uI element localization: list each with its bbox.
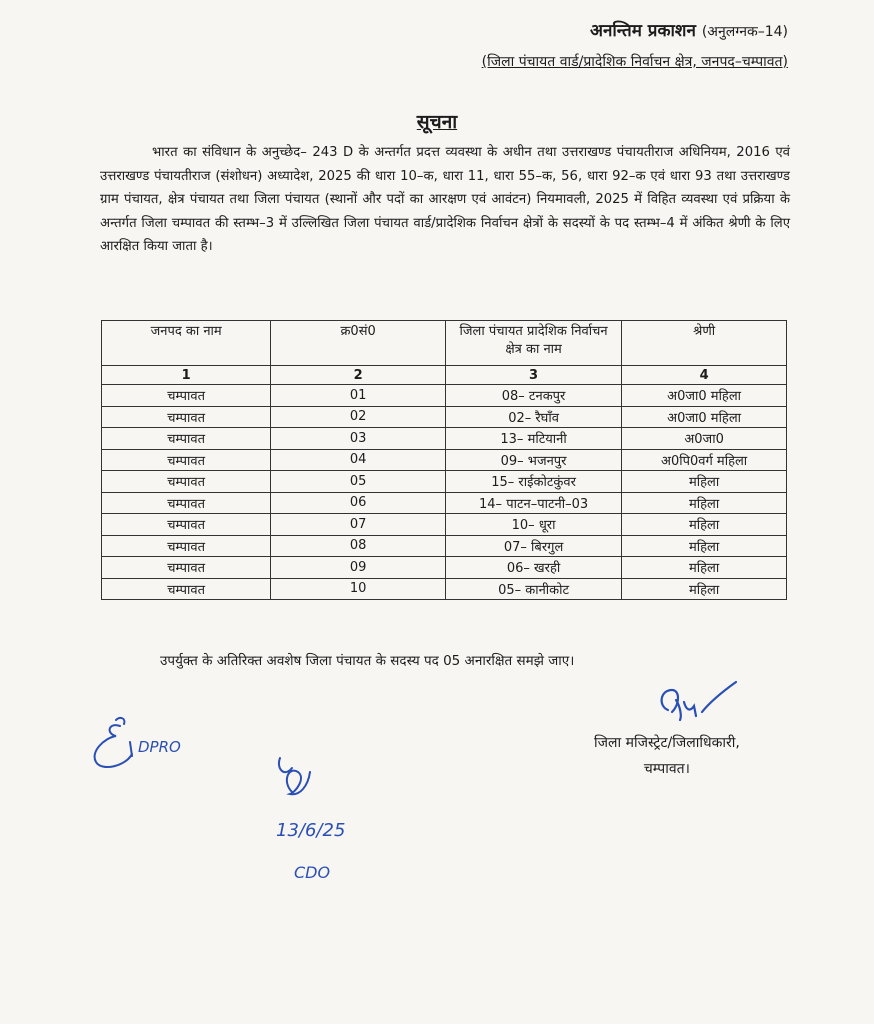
column-number-row: [102, 366, 787, 385]
cell-category: महिला: [622, 471, 787, 493]
header-district: जनपद का नाम: [102, 321, 271, 366]
col-number: 1: [102, 366, 271, 385]
cell-sno: 02: [271, 406, 446, 428]
cell-area: 06– खरही: [445, 557, 621, 579]
header-category: श्रेणी: [622, 321, 787, 366]
cell-district: चम्पावत: [102, 535, 271, 557]
cell-sno: 10: [271, 578, 446, 600]
cell-category: महिला: [622, 514, 787, 536]
cell-category: अ0जा0 महिला: [622, 406, 787, 428]
handwritten-date-note: [272, 752, 372, 890]
header-subtitle: (जिला पंचायत वार्ड/प्रादेशिक निर्वाचन क्षेत्र, जनपद–चम्पावत): [481, 54, 788, 70]
table-row: [102, 449, 787, 471]
cell-area: 07– बिरगुल: [445, 535, 621, 557]
cell-district: चम्पावत: [102, 406, 271, 428]
cell-district: चम्पावत: [102, 514, 271, 536]
date-text: 13/6/25: [276, 820, 346, 841]
cdo-text: CDO: [294, 863, 331, 882]
cell-sno: 09: [271, 557, 446, 579]
cell-sno: 03: [271, 428, 446, 450]
table-row: [102, 471, 787, 493]
cell-sno: 05: [271, 471, 446, 493]
notice-heading: सूचना: [416, 111, 458, 133]
cell-sno: 08: [271, 535, 446, 557]
cell-sno: 01: [271, 385, 446, 407]
table-row: [102, 385, 787, 407]
cell-area: 15– राईकोटकुंवर: [445, 471, 621, 493]
cell-category: महिला: [622, 492, 787, 514]
table-row: [102, 557, 787, 579]
cell-district: चम्पावत: [102, 385, 271, 407]
signatory-block: [594, 730, 740, 782]
cell-district: चम्पावत: [102, 471, 271, 493]
table-row: [102, 514, 787, 536]
notice-body: [100, 141, 790, 259]
cell-district: चम्पावत: [102, 557, 271, 579]
table-header-row: [102, 321, 787, 366]
table-row: [102, 535, 787, 557]
table-row: [102, 492, 787, 514]
header-sno: क्र0सं0: [271, 321, 446, 366]
cell-district: चम्पावत: [102, 578, 271, 600]
col-number: 3: [445, 366, 621, 385]
header-title: अनन्तिम प्रकाशन: [589, 21, 696, 41]
cell-sno: 04: [271, 449, 446, 471]
cell-area: 09– भजनपुर: [445, 449, 621, 471]
cell-area: 08– टनकपुर: [445, 385, 621, 407]
cell-sno: 07: [271, 514, 446, 536]
cell-area: 13– मटियानी: [445, 428, 621, 450]
document-header: [590, 18, 788, 41]
col-number: 4: [622, 366, 787, 385]
dpro-text: DPRO: [138, 738, 181, 756]
cell-category: अ0जा0: [622, 428, 787, 450]
cell-category: अ0जा0 महिला: [622, 385, 787, 407]
cell-area: 05– कानीकोट: [445, 578, 621, 600]
table-row: [102, 578, 787, 600]
cell-category: अ0पि0वर्ग महिला: [622, 449, 787, 471]
signatory-designation: जिला मजिस्ट्रेट/जिलाधिकारी,: [594, 735, 740, 751]
cell-area: 10– धूरा: [445, 514, 621, 536]
cell-category: महिला: [622, 578, 787, 600]
unreserved-note: उपर्युक्त के अतिरिक्त अवशेष जिला पंचायत के सदस्य पद 05 अनारक्षित समझे जाए।: [160, 653, 575, 669]
cell-category: महिला: [622, 535, 787, 557]
header-annex: (अनुलग्नक–14): [701, 24, 788, 40]
cell-category: महिला: [622, 557, 787, 579]
cell-sno: 06: [271, 492, 446, 514]
signatory-place: चम्पावत।: [643, 761, 690, 777]
col-number: 2: [271, 366, 446, 385]
cell-district: चम्पावत: [102, 492, 271, 514]
signature-mark: [650, 676, 750, 726]
table-row: [102, 428, 787, 450]
reservation-table: [101, 320, 787, 600]
notice-body-text: भारत का संविधान के अनुच्छेद– 243 D के अन्तर्गत प्रदत्त व्यवस्था के अधीन तथा उत्तराखण्ड पंचायतीराज अधिनियम, 2016 एवं उत्तराखण्ड पंचायतीराज (संशोधन) अध्यादेश, 2025 की धारा 10–क, धारा 11, धारा 55–क, 56, धारा 92–क एवं धारा 93 तथा उत्तराखण्ड ग्राम पंचायत, क्षेत्र पंचायत तथा जिला पंचायत (स्थानों और पदों का आरक्षण एवं आवंटन) नियमावली, 2025 में विहित व्यवस्था एवं प्रक्रिया के अन्तर्गत जिला चम्पावत की स्तम्भ–3 में उल्लिखित जिला पंचायत वार्ड/प्रादेशिक निर्वाचन क्षेत्रों के सदस्यों के पद स्तम्भ–4 में अंकित श्रेणी के लिए आरक्षित किया जाता है।: [100, 145, 790, 254]
handwritten-dpro-note: [86, 716, 216, 776]
header-area: जिला पंचायत प्रादेशिक निर्वाचन क्षेत्र का नाम: [445, 321, 621, 366]
cell-district: चम्पावत: [102, 428, 271, 450]
cell-area: 14– पाटन–पाटनी–03: [445, 492, 621, 514]
cell-area: 02– रैघाँव: [445, 406, 621, 428]
cell-district: चम्पावत: [102, 449, 271, 471]
table-row: [102, 406, 787, 428]
